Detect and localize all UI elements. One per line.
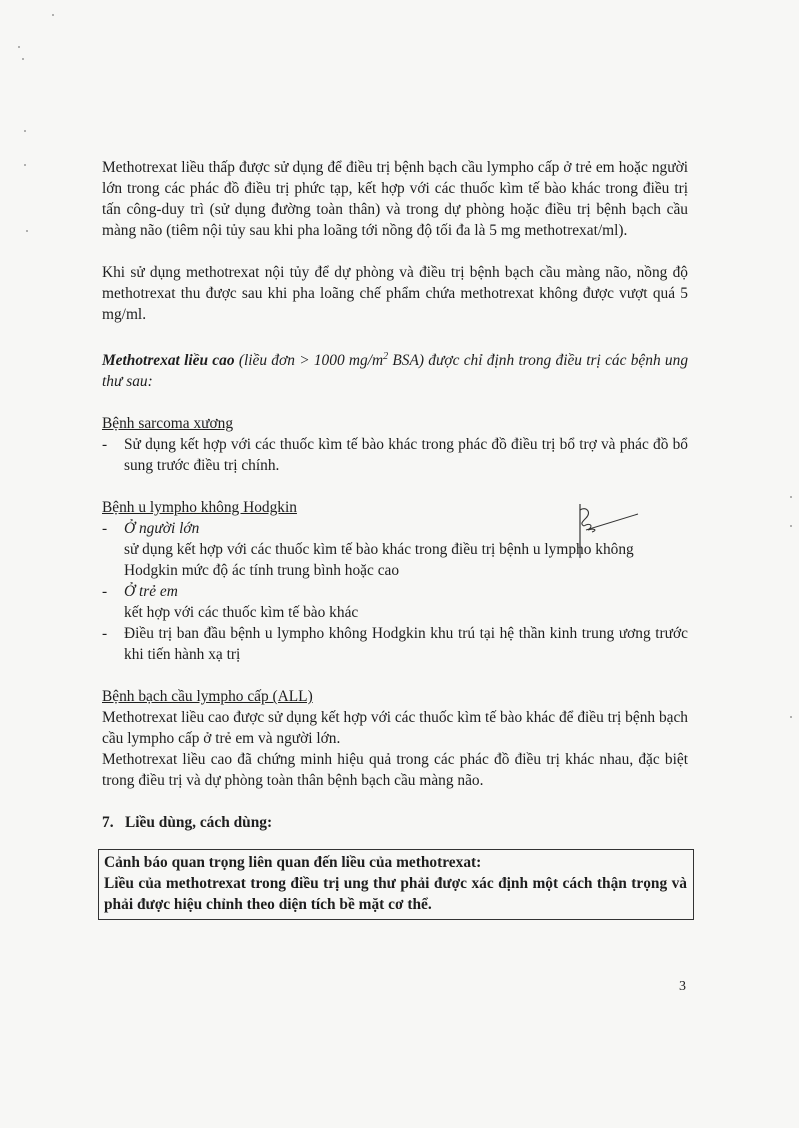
sarcoma-title: Bệnh sarcoma xương (102, 415, 234, 433)
scan-speck (790, 525, 792, 527)
lymphoma-cns-text: Điều trị ban đầu bệnh u lympho không Hodgkin khu trú tại hệ thần kinh trung ương trước khi tiến hành xạ trị (124, 625, 688, 664)
scan-speck (790, 496, 792, 498)
bullet-dash: - (102, 520, 108, 538)
high-dose-sup: 2 (383, 351, 389, 362)
handwritten-signature (572, 500, 642, 562)
high-dose-post: BSA) được chỉ định trong điều trị các bệnh ung thư sau: (102, 352, 689, 391)
page-number: 3 (679, 979, 686, 994)
all-text-1: Methotrexat liều cao được sử dụng kết hợp với các thuốc kìm tế bào khác để điều trị bệnh bạch cầu lympho cấp ở trẻ em và người lớn. (102, 709, 689, 748)
scan-speck (790, 716, 792, 718)
scan-speck (18, 46, 20, 48)
scan-speck (24, 130, 26, 132)
lymphoma-title: Bệnh u lympho không Hodgkin (102, 499, 297, 517)
lymphoma-adult-text: sử dụng kết hợp với các thuốc kìm tế bào khác trong điều trị bệnh u lympho không Hodgkin mức độ ác tính trung bình hoặc cao (124, 541, 634, 580)
lymphoma-cns-item (102, 623, 688, 665)
warning-text: Liều của methotrexat trong điều trị ung thư phải được xác định một cách thận trọng và phải được hiệu chỉnh theo diện tích bề mặt cơ thể. (104, 875, 687, 914)
paragraph-low-dose: Methotrexat liều thấp được sử dụng để điều trị bệnh bạch cầu lympho cấp ở trẻ em hoặc người lớn trong các phác đồ điều trị phức tạp, kết hợp với các thuốc kìm tế bào khác trong điều trị tấn công-duy trì (sử dụng đường toàn thân) và trong dự phòng hoặc điều trị bệnh bạch cầu màng não (tiêm nội tủy sau khi pha loãng tới nồng độ tối đa là 5 mg methotrexat/ml). (102, 159, 688, 239)
section-7-number: 7. (102, 814, 114, 832)
sarcoma-item (102, 434, 688, 476)
high-dose-term: Methotrexat liều cao (102, 352, 235, 370)
lymphoma-child-item (102, 581, 688, 602)
scan-speck (24, 164, 26, 166)
sarcoma-item-text: Sử dụng kết hợp với các thuốc kìm tế bào khác trong phác đồ điều trị bổ trợ và phác đồ bổ sung trước điều trị chính. (124, 436, 688, 475)
paragraph-intrathecal: Khi sử dụng methotrexat nội tủy để dự phòng và điều trị bệnh bạch cầu màng não, nồng độ methotrexat thu được sau khi pha loãng chế phẩm chứa methotrexat không được vượt quá 5 mg/ml. (102, 264, 688, 323)
lymphoma-adult-label: Ở người lớn (124, 520, 200, 538)
lymphoma-child-label: Ở trẻ em (124, 583, 178, 601)
bullet-dash: - (102, 436, 108, 454)
section-7-heading (102, 812, 688, 833)
scan-speck (22, 58, 24, 60)
bullet-dash: - (102, 625, 108, 643)
scan-speck (26, 230, 28, 232)
paragraph-high-dose (102, 346, 688, 392)
all-text-2: Methotrexat liều cao đã chứng minh hiệu quả trong các phác đồ điều trị khác nhau, đặc biệt trong điều trị và dự phòng toàn thân bệnh bạch cầu màng não. (102, 751, 688, 790)
high-dose-pre: (liều đơn > 1000 mg/m (234, 352, 384, 370)
lymphoma-child-text: kết hợp với các thuốc kìm tế bào khác (124, 604, 359, 622)
all-title: Bệnh bạch cầu lympho cấp (ALL) (102, 688, 313, 706)
dosage-warning-box (98, 849, 694, 920)
section-7-title: Liều dùng, cách dùng: (125, 814, 273, 832)
warning-heading: Cảnh báo quan trọng liên quan đến liều của methotrexat: (104, 854, 482, 872)
scan-speck (52, 14, 54, 16)
bullet-dash: - (102, 583, 108, 601)
